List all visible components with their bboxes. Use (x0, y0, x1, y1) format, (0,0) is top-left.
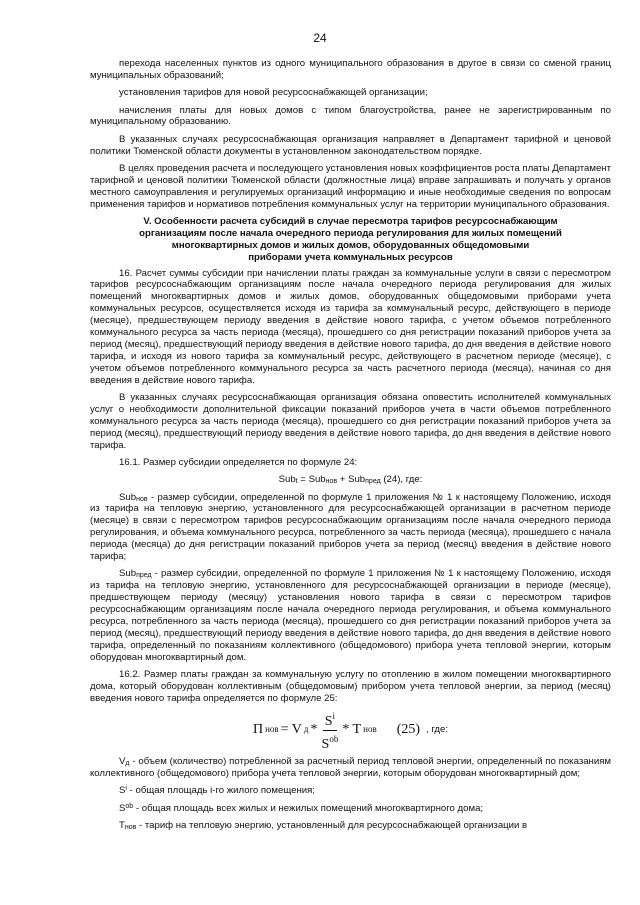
paragraph: 16.1. Размер субсидии определяется по формуле 24: (119, 456, 358, 468)
paragraph: 16.2. Размер платы граждан за коммунальную услугу по отоплению в жилом помещении многоквартирного дома, который оборудован коллективным (общедомовым) прибором учета тепловой энергии, за период (месяц) введения нового тарифа определяется по формуле 25: (90, 668, 611, 704)
paragraph: В указанных случаях ресурсоснабжающая организация направляет в Департамент тарифной и ценовой политики Тюменской области документы в установленном законодательством порядке. (90, 133, 611, 157)
definition-si: $S^i$ - общая площадь i-го жилого помещения; (119, 785, 315, 797)
formula-24: Sub$_t$ = Sub$_{нов}$ + Sub$_{пред}$ (24), где: (278, 474, 423, 486)
paragraph: установления тарифов для новой ресурсоснабжающей организации; (119, 87, 428, 99)
page-content (90, 58, 611, 837)
definition-sob: $S^{ob}$ - общая площадь всех жилых и нежилых помещений многоквартирного дома; (119, 802, 484, 814)
section-heading (90, 216, 611, 264)
section-heading-line: приборами учета коммунальных ресурсов (248, 251, 453, 263)
formula-fraction: $\frac{S^i}{S^{ob}}$ (322, 708, 339, 753)
paragraph: 16. Расчет суммы субсидии при начислении платы граждан за коммунальные услуги в связи с пересмотром тарифов ресурсоснабжающим организациям после начала очередного периода регулирования для жилых помещений многоквартирных домов и жилых домов, оборудованных общедомовыми приборами учета коммунальных ресурсов, осуществляется исходя из тарифа за коммунальный ресурс, действующего в периоде (месяце), предшествующем периоду введения в действие нового тарифа, с учетом объемов потребленного коммунального ресурса за часть периода (месяца), прошедшего со дня регистрации показаний приборов учета за период (месяц), предшествующий периоду введения в действие нового тарифа, до дня введения в действие нового тарифа, и исходя из нового тарифа за коммунальный ресурс, действующего в расчетном периоде (месяце), с учетом объемов потребленного коммунального ресурса за часть расчетного периода (месяца), начиная со дня введения в действие нового тарифа. (90, 267, 611, 386)
definition-sub-nov: Sub$_{нов}$ - размер субсидии, определенной по формуле 1 приложения № 1 к настоящему Положению, исходя из тарифа на тепловую энергию, установленного для ресурсоснабжающей организации в расчетном периоде (месяце) в связи с пересмотром тарифов ресурсоснабжающим организациям после начала очередного периода регулирования, и объема коммунального ресурса, потребленного за часть периода (месяца), прошедшего с начала периода (месяца) до дня регистрации показаний приборов учета за период (месяц) введения в действие нового тарифа; (90, 491, 611, 563)
definition-vd: $V_д$ - объем (количество) потребленной за расчетный период тепловой энергии, определенный по показаниям коллективного (общедомового) прибора учета тепловой энергии, которым оборудован многоквартирный дом; (90, 756, 611, 779)
section-heading-line: V. Особенности расчета субсидий в случае пересмотра тарифов ресурсоснабжающим (143, 215, 558, 227)
definition-tnov: $T_{нов}$ - тариф на тепловую энергию, установленный для ресурсоснабжающей организации в (119, 819, 528, 831)
paragraph: В целях проведения расчета и последующего установления новых коэффициентов роста платы Департамент тарифной и ценовой политики Тюменской области (должностные лица) вправе запрашивать и получать у органов местного самоуправления и регулируемых организаций информацию и иные необходимые сведения по вопросам применения тарифов и нормативов потребления коммунальных услуг на территории муниципального образования. (90, 162, 611, 210)
section-heading-line: организациям после начала очередного периода регулирования для жилых помещений (139, 227, 562, 239)
paragraph: В указанных случаях ресурсоснабжающая организация обязана оповестить исполнителей коммунальных услуг о необходимости дополнительной фиксации показаний приборов учета в части объемов потребленного коммунального ресурса за часть периода (месяца), прошедшего со дня регистрации показаний приборов учета за период (месяц), предшествующий периоду введения в действие нового тарифа, до дня введения в действие нового тарифа. (90, 392, 611, 451)
paragraph: начисления платы для новых домов с типом благоустройства, ранее не зарегистрированным по муниципальному образованию. (90, 104, 611, 128)
page-number: 24 (313, 31, 327, 45)
definition-sub-pred: Sub$_{пред}$ - размер субсидии, определенной по формуле 1 приложения № 1 к настоящему Положению, исходя из тарифа на тепловую энергию, установленного для ресурсоснабжающей организации в периоде (месяце), предшествующем периоду (месяцу) установления нового тарифа в связи с пересмотром тарифов ресурсоснабжающим организациям после начала очередного периода регулирования, и объема коммунального ресурса, потребленного за часть периода (месяца), прошедшего со дня регистрации показаний приборов учета за период (месяц), предшествующий периоду введения в действие нового тарифа, до дня введения в действие нового тарифа, определенный по показаниям коллективного (общедомового) прибора учета тепловой энергии, которым оборудован многоквартирный дом. (90, 568, 611, 663)
formula-number: (25) (396, 722, 421, 738)
section-heading-line: многоквартирных домов и жилых домов, оборудованных общедомовыми (171, 239, 530, 251)
paragraph: перехода населенных пунктов из одного муниципального образования в другое в связи со сменой границ муниципальных образований; (90, 58, 611, 81)
formula-25: П нов = V д * $\frac{S^i}{S^{ob}}$ * T нов (25) , где: (90, 710, 611, 750)
